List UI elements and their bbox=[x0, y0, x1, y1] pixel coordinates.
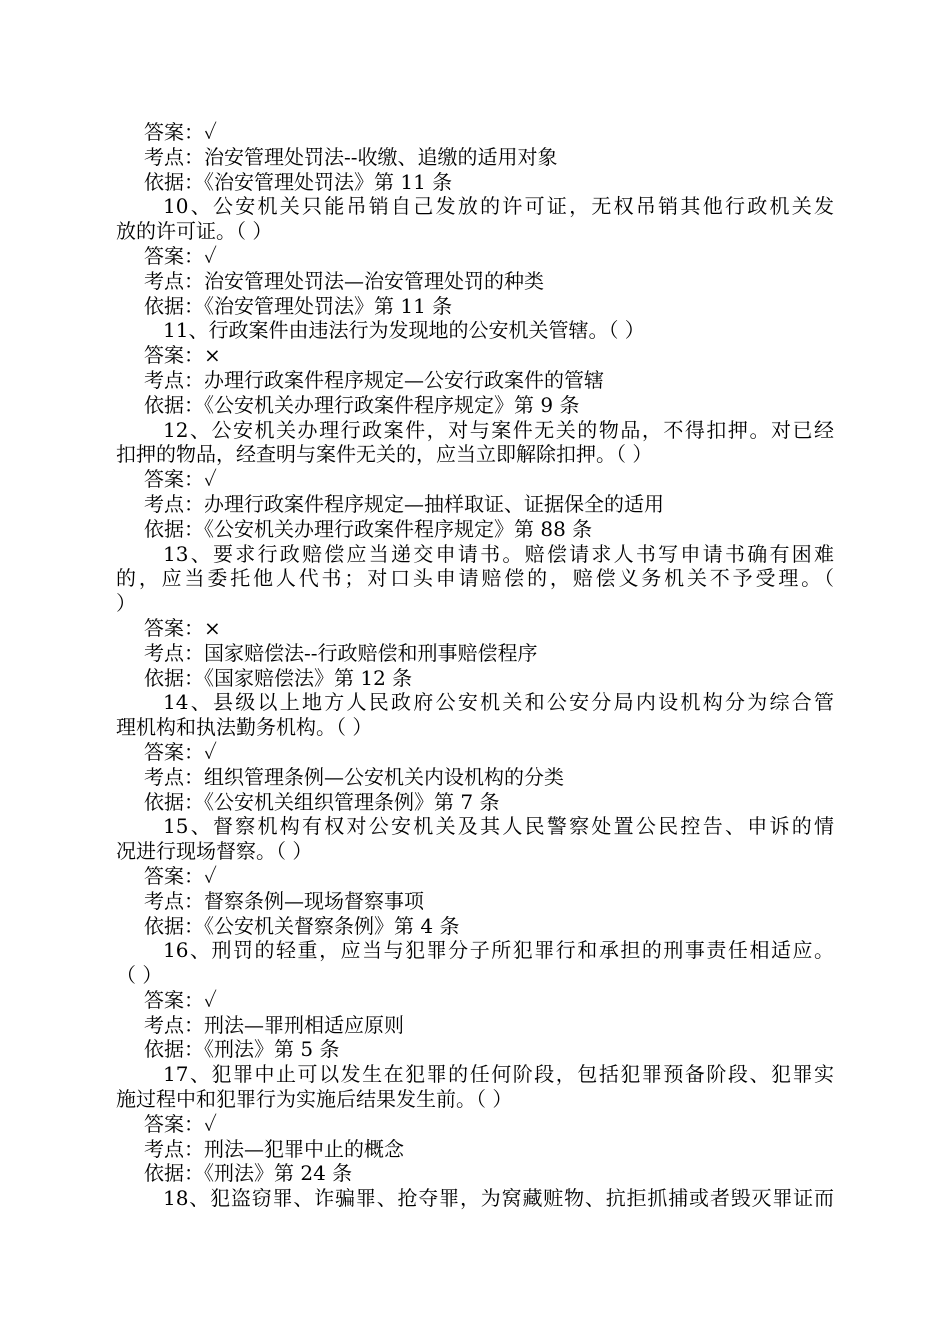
question-line: 17、犯罪中止可以发生在犯罪的任何阶段，包括犯罪预备阶段、犯罪实 bbox=[163, 1062, 834, 1087]
key-point-line: 考点：组织管理条例—公安机关内设机构的分类 bbox=[144, 764, 564, 789]
question-continuation-line: （ ） bbox=[116, 963, 163, 988]
key-point-line: 考点：办理行政案件程序规定—抽样取证、证据保全的适用 bbox=[144, 491, 664, 516]
question-line: 13、要求行政赔偿应当递交申请书。赔偿请求人书写申请书确有困难 bbox=[163, 541, 834, 566]
question-line: 16、刑罚的轻重，应当与犯罪分子所犯罪行和承担的刑事责任相适应。 bbox=[163, 938, 834, 963]
key-point-line: 考点：治安管理处罚法—治安管理处罚的种类 bbox=[144, 268, 544, 293]
basis-line: 依据：《公安机关办理行政案件程序规定》第 88 条 bbox=[144, 516, 593, 541]
question-line: 11、行政案件由违法行为发现地的公安机关管辖。（ ） bbox=[163, 318, 645, 343]
basis-line: 依据：《国家赔偿法》第 12 条 bbox=[144, 665, 413, 690]
question-continuation-line: 理机构和执法勤务机构。（ ） bbox=[116, 715, 373, 740]
answer-line: 答案：✓ bbox=[144, 987, 217, 1012]
key-point-line: 考点：办理行政案件程序规定—公安行政案件的管辖 bbox=[144, 367, 604, 392]
basis-line: 依据：《治安管理处罚法》第 11 条 bbox=[144, 169, 453, 194]
question-continuation-line: 扣押的物品，经查明与案件无关的，应当立即解除扣押。（ ） bbox=[116, 442, 653, 467]
question-line: 14、县级以上地方人民政府公安机关和公安分局内设机构分为综合管 bbox=[163, 690, 834, 715]
key-point-line: 考点：治安管理处罚法--收缴、追缴的适用对象 bbox=[144, 144, 558, 169]
question-line: 10、公安机关只能吊销自己发放的许可证，无权吊销其他行政机关发 bbox=[163, 194, 834, 219]
question-continuation-line: 施过程中和犯罪行为实施后结果发生前。（ ） bbox=[116, 1087, 513, 1112]
answer-line: 答案：✓ bbox=[144, 1111, 217, 1136]
answer-line: 答案：✓ bbox=[144, 120, 217, 144]
basis-line: 依据：《刑法》第 5 条 bbox=[144, 1037, 340, 1062]
basis-line: 依据：《公安机关督察条例》第 4 条 bbox=[144, 913, 460, 938]
basis-line: 依据：《治安管理处罚法》第 11 条 bbox=[144, 293, 453, 318]
key-point-line: 考点：督察条例—现场督察事项 bbox=[144, 888, 424, 913]
key-point-line: 考点：刑法—犯罪中止的概念 bbox=[144, 1136, 404, 1161]
question-line: 18、犯盗窃罪、诈骗罪、抢夺罪，为窝藏赃物、抗拒抓捕或者毁灭罪证而 bbox=[163, 1186, 834, 1211]
document-body bbox=[116, 120, 834, 1211]
basis-line: 依据：《刑法》第 24 条 bbox=[144, 1161, 353, 1186]
answer-line: 答案：✓ bbox=[144, 863, 217, 888]
question-line: 15、督察机构有权对公安机关及其人民警察处置公民控告、申诉的情 bbox=[163, 814, 834, 839]
question-continuation-line: 放的许可证。（ ） bbox=[116, 219, 273, 244]
answer-line: 答案：× bbox=[144, 343, 221, 368]
basis-line: 依据：《公安机关组织管理条例》第 7 条 bbox=[144, 789, 500, 814]
answer-line: 答案：× bbox=[144, 615, 221, 640]
key-point-line: 考点：刑法—罪刑相适应原则 bbox=[144, 1012, 404, 1037]
question-continuation-line: 况进行现场督察。（ ） bbox=[116, 839, 313, 864]
question-line: 12、公安机关办理行政案件，对与案件无关的物品，不得扣押。对已经 bbox=[163, 417, 834, 442]
answer-line: 答案：✓ bbox=[144, 739, 217, 764]
key-point-line: 考点：国家赔偿法--行政赔偿和刑事赔偿程序 bbox=[144, 640, 538, 665]
answer-line: 答案：✓ bbox=[144, 467, 217, 492]
question-continuation-line: ） bbox=[116, 591, 136, 616]
question-continuation-line: 的，应当委托他人代书；对口头申请赔偿的，赔偿义务机关不予受理。（ bbox=[116, 566, 834, 591]
basis-line: 依据：《公安机关办理行政案件程序规定》第 9 条 bbox=[144, 392, 580, 417]
answer-line: 答案：✓ bbox=[144, 243, 217, 268]
